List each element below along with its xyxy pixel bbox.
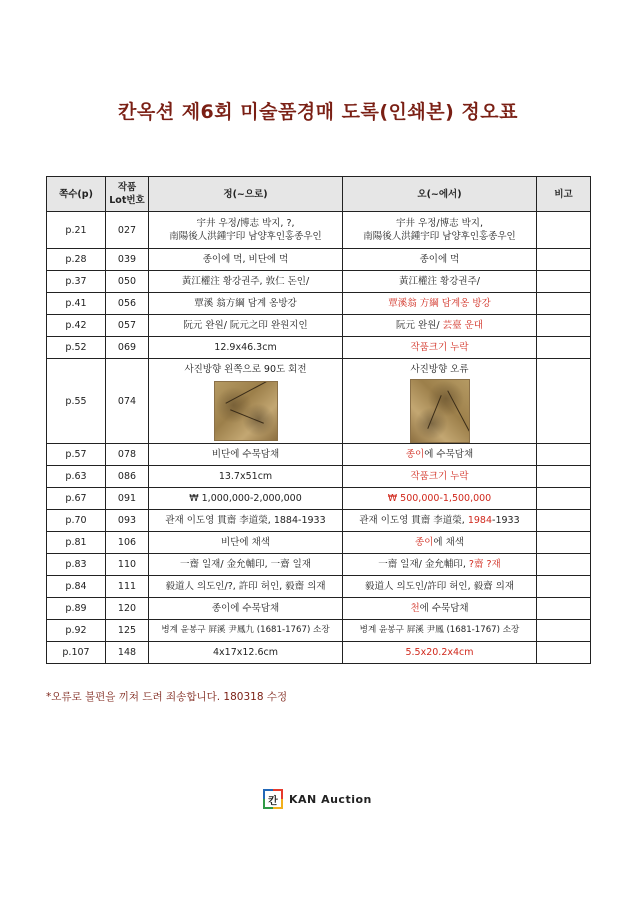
cell-correct: 黃江權注 황강권주, 敦仁 돈인/ (149, 271, 343, 293)
cell-remarks (537, 466, 591, 488)
artwork-thumbnail (410, 379, 470, 443)
table-row (47, 620, 591, 642)
cell-wrong-plain: 에 수묵담채 (419, 603, 469, 614)
cell-wrong (343, 212, 537, 249)
cell-lot: 078 (106, 444, 149, 466)
cell-lot: 093 (106, 510, 149, 532)
cell-correct: 覃溪 翁方綱 담계 옹방강 (149, 293, 343, 315)
logo-text: KAN Auction (289, 792, 372, 806)
header-wrong: 오(~에서) (343, 177, 537, 212)
cell-wrong-line1: 宇井 우정/博志 박지, (396, 218, 483, 229)
cell-lot: 050 (106, 271, 149, 293)
cell-wrong (343, 359, 537, 444)
cell-wrong: 毅道人 의도인/許印 허인, 毅齋 의재 (343, 576, 537, 598)
cell-correct-text: 사진방향 왼쪽으로 90도 회전 (184, 364, 307, 375)
cell-page: p.81 (47, 532, 106, 554)
cell-correct: 종이에 먹, 비단에 먹 (149, 249, 343, 271)
cell-wrong: 覃溪翁 方綱 담계옹 방강 (343, 293, 537, 315)
cell-correct-line2: 南陽後人洪鍾宇印 남양후인홍종우인 (169, 231, 322, 242)
cell-lot: 125 (106, 620, 149, 642)
cell-lot: 111 (106, 576, 149, 598)
cell-lot: 106 (106, 532, 149, 554)
cell-correct-line1: 宇井 우정/博志 박지, ?, (196, 218, 295, 229)
cell-page: p.55 (47, 359, 106, 444)
header-remarks: 비고 (537, 177, 591, 212)
header-correct: 정(~으로) (149, 177, 343, 212)
cell-remarks (537, 488, 591, 510)
cell-correct: 관재 이도영 貫齋 李道榮, 1884-1933 (149, 510, 343, 532)
cell-lot: 074 (106, 359, 149, 444)
table-row (47, 554, 591, 576)
cell-correct: 종이에 수묵담채 (149, 598, 343, 620)
cell-lot: 091 (106, 488, 149, 510)
cell-wrong: 5.5x20.2x4cm (343, 642, 537, 664)
cell-correct: 阮元 완원/ 阮元之印 완원지인 (149, 315, 343, 337)
header-lot-line2: Lot번호 (109, 195, 145, 206)
cell-wrong-plain: 에 수묵담채 (424, 449, 474, 460)
logo-mark-icon (263, 789, 283, 809)
cell-correct: 毅道人 의도인/?, 許印 허인, 毅齋 의재 (149, 576, 343, 598)
cell-wrong (343, 510, 537, 532)
table-row (47, 598, 591, 620)
cell-lot: 039 (106, 249, 149, 271)
table-row (47, 315, 591, 337)
cell-wrong (343, 532, 537, 554)
cell-correct: ₩ 1,000,000-2,000,000 (149, 488, 343, 510)
cell-wrong-plain-end: -1933 (492, 515, 520, 526)
cell-page: p.52 (47, 337, 106, 359)
cell-wrong (343, 598, 537, 620)
table-row (47, 249, 591, 271)
cell-remarks (537, 271, 591, 293)
table-row (47, 642, 591, 664)
cell-correct: 비단에 채색 (149, 532, 343, 554)
cell-page: p.83 (47, 554, 106, 576)
cell-page: p.37 (47, 271, 106, 293)
cell-wrong-plain: 관재 이도영 貫齋 李道榮, (359, 515, 468, 526)
cell-wrong: ₩ 500,000-1,500,000 (343, 488, 537, 510)
header-page: 쪽수(p) (47, 177, 106, 212)
kan-auction-logo (263, 789, 372, 809)
cell-lot: 086 (106, 466, 149, 488)
cell-page: p.107 (47, 642, 106, 664)
page-title: 칸옥션 제6회 미술품경매 도록(인쇄본) 정오표 (118, 101, 518, 123)
cell-page: p.42 (47, 315, 106, 337)
cell-correct: 병계 윤봉구 屛溪 尹鳳九 (1681-1767) 소장 (149, 620, 343, 642)
header-lot (106, 177, 149, 212)
cell-wrong-error: 芸臺 운대 (442, 320, 483, 331)
table-row (47, 576, 591, 598)
cell-remarks (537, 554, 591, 576)
cell-lot: 069 (106, 337, 149, 359)
cell-wrong: 작품크기 누락 (343, 337, 537, 359)
table-row (47, 532, 591, 554)
table-row (47, 466, 591, 488)
cell-wrong: 병계 윤봉구 屛溪 尹鳳 (1681-1767) 소장 (343, 620, 537, 642)
cell-wrong-plain: 에 채색 (433, 537, 464, 548)
errata-table (46, 176, 591, 664)
cell-wrong (343, 315, 537, 337)
cell-remarks (537, 642, 591, 664)
cell-page: p.41 (47, 293, 106, 315)
cell-remarks (537, 315, 591, 337)
cell-lot: 110 (106, 554, 149, 576)
cell-remarks (537, 444, 591, 466)
table-row (47, 488, 591, 510)
cell-remarks (537, 576, 591, 598)
cell-remarks (537, 337, 591, 359)
cell-wrong-line2: 南陽後人洪鍾宇印 남양후인홍종우인 (363, 231, 516, 242)
cell-wrong-error: 종이 (415, 537, 434, 548)
cell-correct: 12.9x46.3cm (149, 337, 343, 359)
table-row (47, 337, 591, 359)
cell-wrong-text: 사진방향 오류 (410, 364, 469, 375)
apology-footnote: *오류로 불편을 끼쳐 드려 죄송합니다. 180318 수정 (46, 691, 288, 703)
cell-page: p.89 (47, 598, 106, 620)
table-row (47, 444, 591, 466)
cell-lot: 120 (106, 598, 149, 620)
cell-correct: 비단에 수묵담채 (149, 444, 343, 466)
cell-correct (149, 212, 343, 249)
table-header-row (47, 177, 591, 212)
table-row (47, 271, 591, 293)
cell-wrong-error: 종이 (405, 449, 425, 460)
cell-page: p.84 (47, 576, 106, 598)
cell-wrong (343, 444, 537, 466)
cell-wrong-plain: 阮元 완원/ (396, 320, 443, 331)
cell-correct (149, 359, 343, 444)
table-row (47, 293, 591, 315)
cell-page: p.28 (47, 249, 106, 271)
logo-mark-glyph: 칸 (268, 795, 278, 807)
cell-remarks (537, 359, 591, 444)
table-row (47, 510, 591, 532)
cell-wrong: 黃江權注 황강권주/ (343, 271, 537, 293)
cell-lot: 027 (106, 212, 149, 249)
cell-remarks (537, 249, 591, 271)
cell-remarks (537, 532, 591, 554)
cell-page: p.21 (47, 212, 106, 249)
cell-wrong-error: ?齋 ?재 (468, 559, 501, 570)
artwork-thumbnail (214, 381, 278, 441)
cell-remarks (537, 598, 591, 620)
cell-correct: 4x17x12.6cm (149, 642, 343, 664)
cell-remarks (537, 620, 591, 642)
cell-lot: 148 (106, 642, 149, 664)
cell-page: p.92 (47, 620, 106, 642)
cell-correct: 一齋 일재/ 金允輔印, 一齋 일재 (149, 554, 343, 576)
cell-page: p.67 (47, 488, 106, 510)
cell-page: p.57 (47, 444, 106, 466)
cell-remarks (537, 293, 591, 315)
cell-remarks (537, 510, 591, 532)
table-row (47, 359, 591, 444)
cell-lot: 057 (106, 315, 149, 337)
cell-wrong (343, 554, 537, 576)
cell-wrong: 작품크기 누락 (343, 466, 537, 488)
cell-page: p.63 (47, 466, 106, 488)
cell-wrong: 종이에 먹 (343, 249, 537, 271)
cell-wrong-plain: 一齋 일재/ 金允輔印, (378, 559, 469, 570)
table-row (47, 212, 591, 249)
header-lot-line1: 작품 (117, 182, 137, 193)
cell-lot: 056 (106, 293, 149, 315)
cell-wrong-error: 천 (410, 603, 420, 614)
cell-correct: 13.7x51cm (149, 466, 343, 488)
cell-remarks (537, 212, 591, 249)
cell-page: p.70 (47, 510, 106, 532)
cell-wrong-error: 1984 (467, 515, 493, 526)
